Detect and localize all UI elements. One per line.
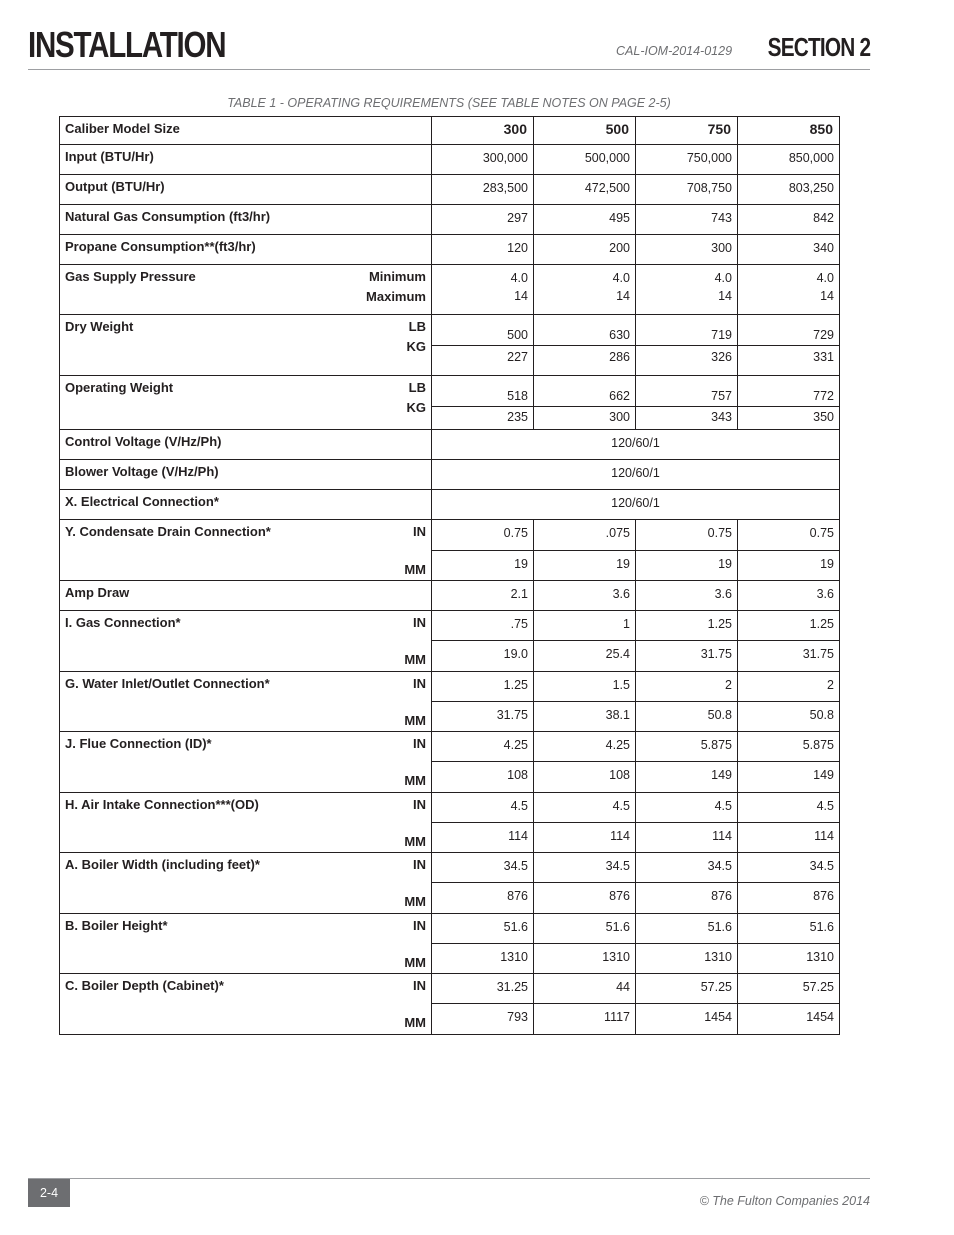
table-cell: 34.5: [636, 853, 738, 883]
pressure-max: 14: [514, 289, 528, 303]
table-cell: 1310: [432, 944, 534, 974]
table-cell: 350: [738, 407, 840, 430]
table-cell: 19: [636, 551, 738, 581]
table-cell: 743: [636, 205, 738, 235]
control-voltage-label: Control Voltage (V/Hz/Ph): [60, 430, 432, 460]
table-cell: 34.5: [432, 853, 534, 883]
table-cell: 4.5: [636, 793, 738, 823]
document-code: CAL-IOM-2014-0129: [616, 44, 733, 58]
table-cell: 495: [534, 205, 636, 235]
table-cell: 0.75: [738, 520, 840, 551]
table-row: [60, 235, 840, 265]
table-cell: 3.6: [636, 581, 738, 611]
table-row: [60, 974, 840, 1004]
table-cell: 286: [534, 346, 636, 376]
table-cell: 31.75: [738, 641, 840, 672]
boiler-width-cell: [60, 853, 432, 914]
table-cell: 149: [636, 762, 738, 793]
blower-voltage-label: Blower Voltage (V/Hz/Ph): [60, 460, 432, 490]
unit-in: IN: [413, 676, 426, 691]
table-cell: 2: [738, 672, 840, 702]
table-cell: 19: [738, 551, 840, 581]
table-cell: 757: [636, 376, 738, 407]
table-row: [60, 175, 840, 205]
table-cell: 662: [534, 376, 636, 407]
table-cell: .75: [432, 611, 534, 641]
table-cell: 120: [432, 235, 534, 265]
table-cell: 4.5: [534, 793, 636, 823]
table-cell: 283,500: [432, 175, 534, 205]
boiler-depth-label: C. Boiler Depth (Cabinet)*: [65, 978, 224, 993]
boiler-depth-cell: [60, 974, 432, 1035]
unit-mm: MM: [404, 1015, 426, 1030]
operating-requirements-table: [59, 116, 840, 1035]
table-cell: 326: [636, 346, 738, 376]
table-cell: .075: [534, 520, 636, 551]
table-cell: 5.875: [738, 732, 840, 762]
table-cell: 38.1: [534, 702, 636, 732]
control-voltage-value: 120/60/1: [432, 430, 840, 460]
table-row: [60, 853, 840, 883]
table-header-row: [60, 117, 840, 145]
unit-minimum: Minimum: [368, 269, 426, 284]
table-cell: 5.875: [636, 732, 738, 762]
table-row: [60, 430, 840, 460]
table-cell: 1: [534, 611, 636, 641]
unit-lb: LB: [408, 319, 426, 334]
air-intake-label: H. Air Intake Connection***(OD): [65, 797, 259, 812]
table-cell: 772: [738, 376, 840, 407]
table-cell: 114: [636, 823, 738, 853]
footer-rule: [28, 1178, 870, 1179]
table-cell: 235: [432, 407, 534, 430]
boiler-height-cell: [60, 914, 432, 974]
gas-pressure-cell: [60, 265, 432, 315]
table-row: [60, 265, 840, 315]
table-cell: 2.1: [432, 581, 534, 611]
page-number: 2-4: [28, 1179, 70, 1207]
flue-connection-label: J. Flue Connection (ID)*: [65, 736, 212, 751]
table-cell: 31.25: [432, 974, 534, 1004]
table-cell: 3.6: [534, 581, 636, 611]
table-row: [60, 376, 840, 407]
table-row: [60, 490, 840, 520]
unit-in: IN: [413, 736, 426, 751]
table-cell: 340: [738, 235, 840, 265]
table-cell: 472,500: [534, 175, 636, 205]
unit-kg: KG: [406, 400, 426, 415]
table-cell: 4.25: [534, 732, 636, 762]
table-cell: 876: [738, 883, 840, 914]
natural-gas-label: Natural Gas Consumption (ft3/hr): [60, 205, 432, 235]
dry-weight-label: Dry Weight: [65, 319, 134, 334]
table-row: [60, 315, 840, 346]
blower-voltage-value: 120/60/1: [432, 460, 840, 490]
pressure-max: 14: [820, 289, 834, 303]
table-cell: 114: [738, 823, 840, 853]
unit-lb: LB: [408, 380, 426, 395]
gas-pressure-label: Gas Supply Pressure: [65, 269, 196, 284]
table-cell: 4.5: [432, 793, 534, 823]
table-cell: 876: [636, 883, 738, 914]
table-row: [60, 581, 840, 611]
table-cell: 793: [432, 1004, 534, 1035]
table-cell: 31.75: [636, 641, 738, 672]
water-connection-cell: [60, 672, 432, 732]
page-title: INSTALLATION: [28, 24, 226, 65]
table-cell: 518: [432, 376, 534, 407]
unit-mm: MM: [404, 834, 426, 849]
unit-mm: MM: [404, 773, 426, 788]
table-row: [60, 460, 840, 490]
table-cell: 51.6: [738, 914, 840, 944]
model-size-label: Caliber Model Size: [60, 117, 432, 145]
pressure-max: 14: [718, 289, 732, 303]
section-label: SECTION 2: [767, 32, 870, 62]
table-cell: 19: [432, 551, 534, 581]
table-cell: 630: [534, 315, 636, 346]
pressure-min: 4.0: [816, 271, 834, 285]
table-row: [60, 732, 840, 762]
table-cell: 108: [534, 762, 636, 793]
table-row: [60, 793, 840, 823]
table-cell: 876: [432, 883, 534, 914]
table-cell: 1454: [738, 1004, 840, 1035]
table-cell: 4.5: [738, 793, 840, 823]
gas-connection-cell: [60, 611, 432, 672]
table-cell: 500: [432, 315, 534, 346]
table-cell: 0.75: [432, 520, 534, 551]
table-row: [60, 520, 840, 551]
table-cell: 1310: [636, 944, 738, 974]
table-cell: 500,000: [534, 145, 636, 175]
table-cell: 750,000: [636, 145, 738, 175]
table-cell: 729: [738, 315, 840, 346]
table-cell: 876: [534, 883, 636, 914]
table-cell: 1454: [636, 1004, 738, 1035]
pressure-min: 4.0: [510, 271, 528, 285]
table-cell: 3.6: [738, 581, 840, 611]
table-cell: 44: [534, 974, 636, 1004]
pressure-min: 4.0: [714, 271, 732, 285]
table-cell: 51.6: [534, 914, 636, 944]
table-row: [60, 672, 840, 702]
table-cell: 227: [432, 346, 534, 376]
table-cell: 19: [534, 551, 636, 581]
table-row: [60, 205, 840, 235]
table-cell: [738, 265, 840, 315]
table-row: [60, 145, 840, 175]
table-cell: 51.6: [636, 914, 738, 944]
electrical-connection-label: X. Electrical Connection*: [60, 490, 432, 520]
table-row: [60, 914, 840, 944]
table-cell: 19.0: [432, 641, 534, 672]
unit-in: IN: [413, 978, 426, 993]
table-cell: 57.25: [636, 974, 738, 1004]
input-label: Input (BTU/Hr): [60, 145, 432, 175]
table-cell: 50.8: [636, 702, 738, 732]
model-500: 500: [534, 117, 636, 145]
gas-connection-label: I. Gas Connection*: [65, 615, 181, 630]
propane-label: Propane Consumption**(ft3/hr): [60, 235, 432, 265]
pressure-min: 4.0: [612, 271, 630, 285]
table-cell: 31.75: [432, 702, 534, 732]
unit-mm: MM: [404, 894, 426, 909]
unit-in: IN: [413, 524, 426, 539]
table-cell: 300: [534, 407, 636, 430]
table-cell: 108: [432, 762, 534, 793]
table-caption: TABLE 1 - OPERATING REQUIREMENTS (SEE TABLE NOTES ON PAGE 2-5): [227, 96, 671, 110]
flue-connection-cell: [60, 732, 432, 793]
table-cell: 34.5: [738, 853, 840, 883]
table-cell: 1.25: [738, 611, 840, 641]
condensate-label: Y. Condensate Drain Connection*: [65, 524, 271, 539]
copyright: © The Fulton Companies 2014: [699, 1194, 870, 1208]
table-row: [60, 611, 840, 641]
table-cell: 850,000: [738, 145, 840, 175]
unit-in: IN: [413, 857, 426, 872]
air-intake-cell: [60, 793, 432, 853]
table-cell: 149: [738, 762, 840, 793]
table-cell: 200: [534, 235, 636, 265]
operating-weight-label: Operating Weight: [65, 380, 174, 395]
table-cell: 1.25: [636, 611, 738, 641]
table-cell: [432, 265, 534, 315]
electrical-connection-value: 120/60/1: [432, 490, 840, 520]
header-rule: [28, 69, 870, 70]
table-cell: 50.8: [738, 702, 840, 732]
unit-in: IN: [413, 615, 426, 630]
unit-kg: KG: [406, 339, 426, 354]
table-cell: 114: [432, 823, 534, 853]
table-cell: 803,250: [738, 175, 840, 205]
table-cell: 1310: [738, 944, 840, 974]
model-750: 750: [636, 117, 738, 145]
unit-mm: MM: [404, 562, 426, 577]
table-cell: [534, 265, 636, 315]
amp-draw-label: Amp Draw: [60, 581, 432, 611]
table-cell: 331: [738, 346, 840, 376]
table-cell: 343: [636, 407, 738, 430]
water-connection-label: G. Water Inlet/Outlet Connection*: [65, 676, 270, 691]
model-300: 300: [432, 117, 534, 145]
table-cell: 114: [534, 823, 636, 853]
condensate-cell: [60, 520, 432, 581]
unit-mm: MM: [404, 652, 426, 667]
unit-mm: MM: [404, 955, 426, 970]
output-label: Output (BTU/Hr): [60, 175, 432, 205]
table-cell: 1.25: [432, 672, 534, 702]
table-cell: 719: [636, 315, 738, 346]
unit-in: IN: [413, 797, 426, 812]
unit-mm: MM: [404, 713, 426, 728]
table-cell: 25.4: [534, 641, 636, 672]
table-cell: [636, 265, 738, 315]
table-cell: 1.5: [534, 672, 636, 702]
table-cell: 1117: [534, 1004, 636, 1035]
boiler-width-label: A. Boiler Width (including feet)*: [65, 857, 260, 872]
table-cell: 57.25: [738, 974, 840, 1004]
table-cell: 297: [432, 205, 534, 235]
operating-weight-cell: [60, 376, 432, 430]
pressure-max: 14: [616, 289, 630, 303]
unit-maximum: Maximum: [366, 289, 426, 304]
table-cell: 300,000: [432, 145, 534, 175]
dry-weight-cell: [60, 315, 432, 376]
table-cell: 4.25: [432, 732, 534, 762]
table-cell: 34.5: [534, 853, 636, 883]
table-cell: 708,750: [636, 175, 738, 205]
table-cell: 51.6: [432, 914, 534, 944]
table-cell: 842: [738, 205, 840, 235]
table-cell: 2: [636, 672, 738, 702]
table-cell: 300: [636, 235, 738, 265]
table-cell: 1310: [534, 944, 636, 974]
unit-in: IN: [413, 918, 426, 933]
boiler-height-label: B. Boiler Height*: [65, 918, 168, 933]
model-850: 850: [738, 117, 840, 145]
table-cell: 0.75: [636, 520, 738, 551]
